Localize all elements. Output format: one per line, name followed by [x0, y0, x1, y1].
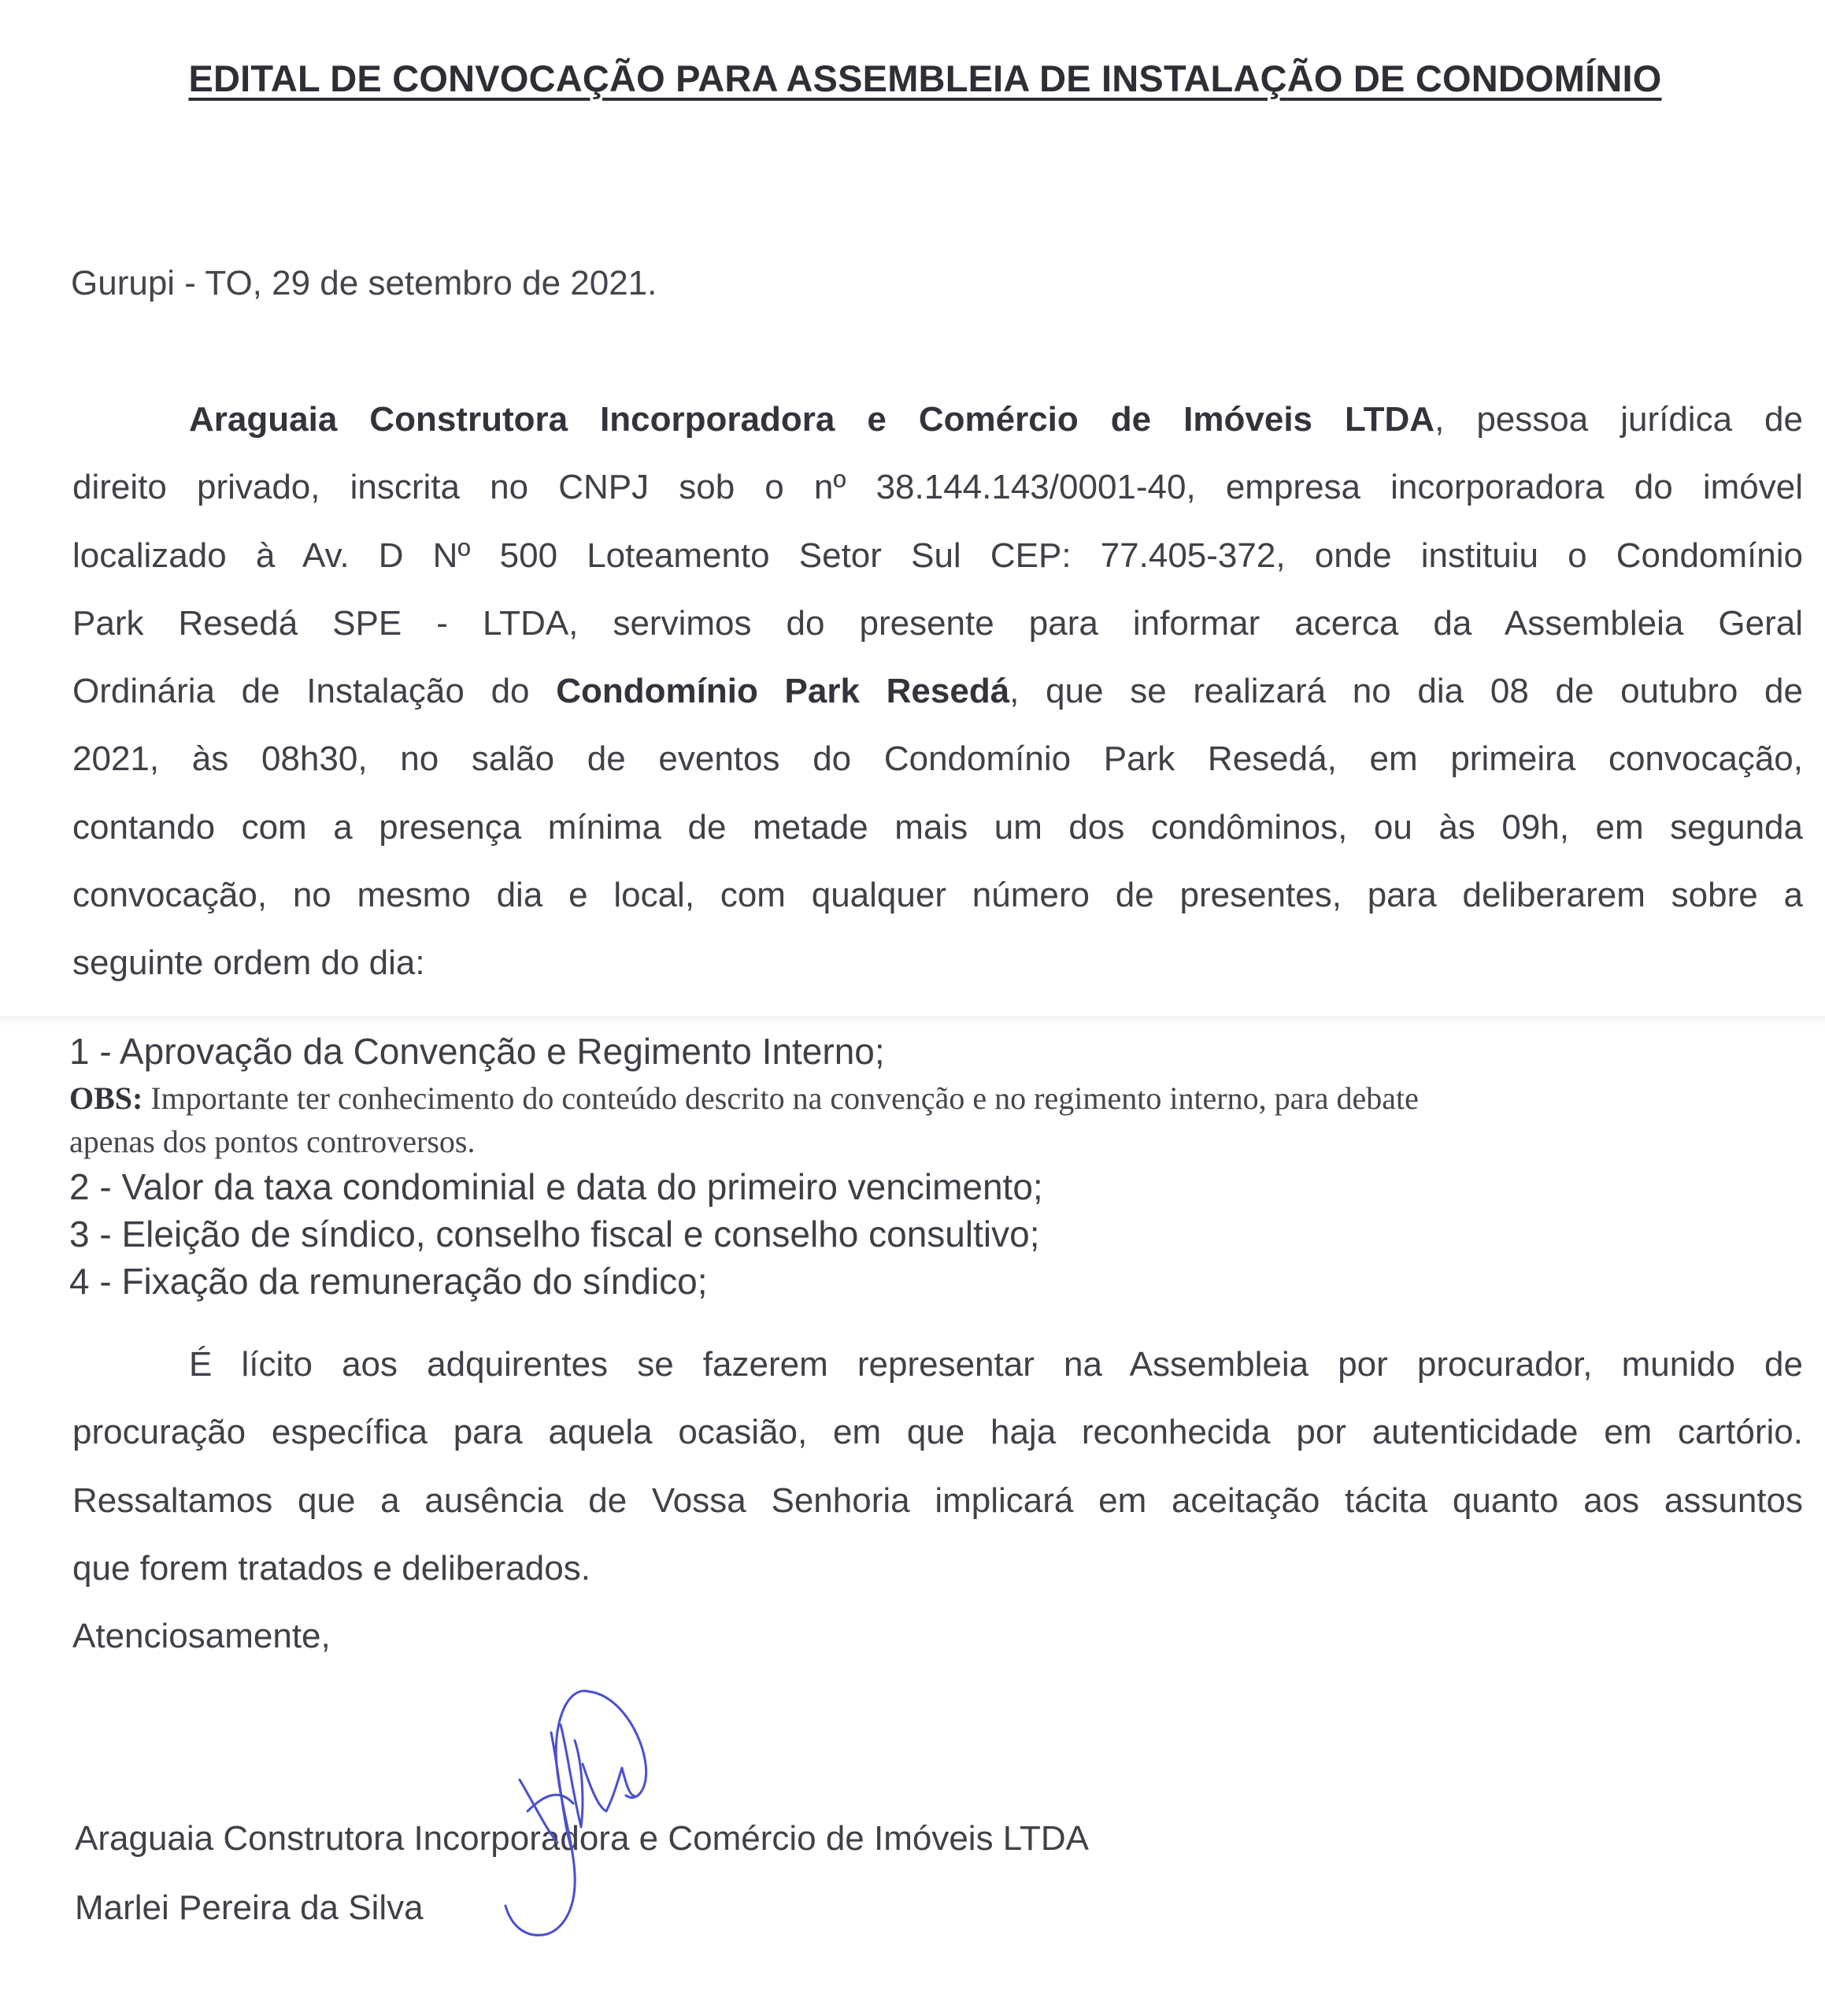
obs-text: Importante ter conhecimento do conteúdo descrito na convenção e no regimento interno, para debate — [143, 1080, 1419, 1116]
paragraph-text: , que se realizará no dia 08 de outubro de — [1009, 672, 1803, 711]
agenda-item-4: 4 - Fixação da remuneração do síndico; — [69, 1261, 708, 1302]
scan-seam-divider — [0, 1016, 1825, 1027]
company-name-bold: Araguaia Construtora Incorporadora e Comércio de Imóveis LTDA — [189, 400, 1435, 439]
agenda-item-3: 3 - Eleição de síndico, conselho fiscal e conselho consultivo; — [69, 1214, 1040, 1254]
paragraph-line: contando com a presença mínima de metade mais um dos condôminos, ou às 09h, em segunda — [72, 807, 1803, 847]
paragraph-line: localizado à Av. D Nº 500 Loteamento Setor Sul CEP: 77.405-372, onde instituiu o Condomínio — [72, 536, 1803, 575]
closing-paragraph — [72, 1331, 1803, 1603]
obs-label: OBS: — [69, 1080, 143, 1116]
paragraph-line: Park Resedá SPE - LTDA, servimos do presente para informar acerca da Assembleia Geral — [72, 603, 1803, 643]
salutation: Atenciosamente, — [72, 1617, 331, 1655]
signature-stroke — [583, 1764, 634, 1811]
paragraph-line: direito privado, inscrita no CNPJ sob o nº 38.144.143/0001-40, empresa incorporadora do imóvel — [72, 468, 1803, 507]
agenda-list — [69, 1028, 1801, 1305]
signer-name: Marlei Pereira da Silva — [75, 1888, 424, 1927]
paragraph-line — [72, 1331, 1803, 1399]
document-title: EDITAL DE CONVOCAÇÃO PARA ASSEMBLEIA DE INSTALAÇÃO DE CONDOMÍNIO — [188, 57, 1662, 99]
paragraph-line — [72, 658, 1803, 725]
agenda-item-1: 1 - Aprovação da Convenção e Regimento Interno; — [69, 1031, 885, 1072]
paragraph-line: 2021, às 08h30, no salão de eventos do Condomínio Park Resedá, em primeira convocação, — [72, 739, 1803, 779]
main-paragraph — [72, 386, 1803, 998]
paragraph-line: seguinte ordem do dia: — [72, 943, 425, 983]
paragraph-line: que forem tratados e deliberados. — [72, 1548, 590, 1588]
paragraph-text: , pessoa jurídica de — [1434, 400, 1803, 439]
signature-company-name: Araguaia Construtora Incorporadora e Comércio de Imóveis LTDA — [75, 1819, 1090, 1858]
agenda-obs-note — [69, 1077, 1762, 1163]
condominium-name-bold: Condomínio Park Resedá — [556, 672, 1010, 711]
paragraph-line: procuração específica para aquela ocasião, em que haja reconhecida por autenticidade em cartório. — [72, 1413, 1803, 1452]
paragraph-text: Ordinária de Instalação do — [72, 672, 557, 711]
paragraph-line: convocação, no mesmo dia e local, com qualquer número de presentes, para deliberarem sobre a — [72, 876, 1803, 915]
paragraph-text: É lícito aos adquirentes se fazerem representar na Assembleia por procurador, munido de — [189, 1345, 1803, 1384]
signature-stroke — [589, 1692, 646, 1798]
agenda-item-2: 2 - Valor da taxa condominial e data do primeiro vencimento; — [69, 1166, 1043, 1207]
paragraph-line: Ressaltamos que a ausência de Vossa Senhoria implicará em aceitação tácita quanto aos assuntos — [72, 1480, 1803, 1520]
paragraph-line — [72, 386, 1803, 454]
obs-text: apenas dos pontos controversos. — [69, 1124, 476, 1159]
date-line: Gurupi - TO, 29 de setembro de 2021. — [71, 264, 657, 302]
